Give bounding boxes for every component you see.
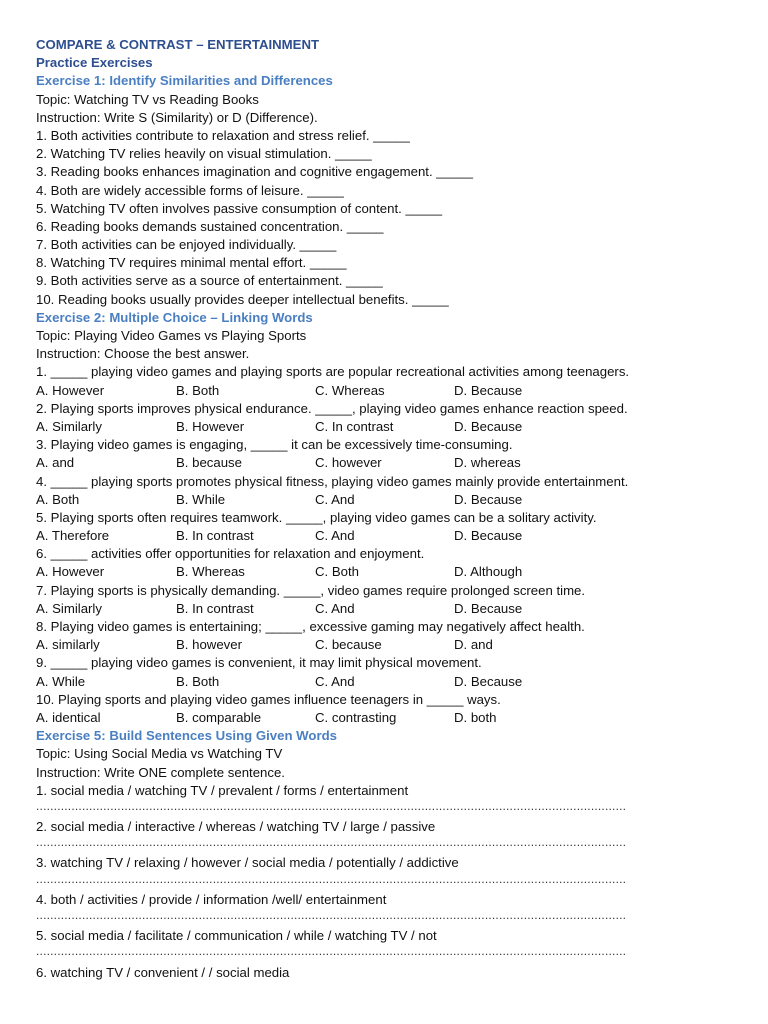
exercise-5-instruction: Instruction: Write ONE complete sentence.	[36, 764, 285, 780]
answer-options	[36, 454, 736, 472]
sentence-prompt: 4. both / activities / provide / information /well/ entertainment	[36, 891, 387, 907]
option-a: A. similarly	[36, 637, 100, 653]
option-b: B. In contrast	[176, 528, 254, 544]
sentence-prompt: 2. social media / interactive / whereas / watching TV / large / passive	[36, 819, 436, 835]
answer-line[interactable]: .......................................................................................................................................................................	[36, 872, 627, 886]
exercise-1-topic: Topic: Watching TV vs Reading Books	[36, 91, 259, 107]
question-text: 10. Playing sports and playing video games influence teenagers in _____ ways.	[36, 691, 501, 707]
option-c: C. And	[315, 528, 355, 544]
answer-options	[36, 600, 736, 618]
sentence-prompt: 5. social media / facilitate / communication / while / watching TV / not	[36, 928, 437, 944]
option-c: C. In contrast	[315, 418, 394, 434]
option-d: D. Because	[454, 491, 523, 507]
question-text: 5. Playing sports often requires teamwork. _____, playing video games can be a solitary activity.	[36, 509, 597, 525]
option-c: C. because	[315, 637, 382, 653]
question-text: 7. Playing sports is physically demanding. _____, video games require prolonged screen time.	[36, 582, 586, 598]
option-d: D. Although	[454, 564, 523, 580]
option-d: D. Because	[454, 528, 523, 544]
answer-options	[36, 563, 736, 581]
option-b: B. Both	[176, 382, 220, 398]
exercise-2-instruction: Instruction: Choose the best answer.	[36, 346, 250, 362]
option-a: A. However	[36, 564, 105, 580]
answer-options	[36, 382, 736, 400]
question-text: 4. _____ playing sports promotes physical fitness, playing video games mainly provide entertainment.	[36, 473, 629, 489]
exercise-1-item: 10. Reading books usually provides deeper intellectual benefits. _____	[36, 291, 449, 307]
option-d: D. both	[454, 709, 497, 725]
question-text: 8. Playing video games is entertaining; _____, excessive gaming may negatively affect health.	[36, 619, 585, 634]
option-b: B. In contrast	[176, 600, 254, 616]
option-b: B. While	[176, 491, 226, 507]
option-d: D. whereas	[454, 455, 521, 471]
answer-options	[36, 673, 736, 691]
exercise-1-item: 9. Both activities serve as a source of entertainment. _____	[36, 273, 383, 289]
worksheet-title: COMPARE & CONTRAST – ENTERTAINMENT	[36, 37, 320, 52]
answer-line[interactable]: .......................................................................................................................................................................	[36, 909, 627, 922]
option-b: B. comparable	[176, 709, 262, 725]
option-c: C. And	[315, 491, 355, 507]
sentence-prompt: 6. watching TV / convenient / / social media	[36, 964, 290, 980]
exercise-1-item: 4. Both are widely accessible forms of leisure. _____	[36, 182, 344, 198]
option-b: B. Both	[176, 673, 220, 689]
exercise-1-item: 8. Watching TV requires minimal mental effort. _____	[36, 255, 347, 271]
option-c: C. contrasting	[315, 709, 397, 725]
answer-line[interactable]: .......................................................................................................................................................................	[36, 836, 627, 850]
exercise-1-item: 5. Watching TV often involves passive consumption of content. _____	[36, 200, 443, 216]
exercise-1-item: 6. Reading books demands sustained concentration. _____	[36, 218, 384, 234]
answer-options	[36, 709, 736, 727]
option-b: B. Whereas	[176, 564, 245, 580]
answer-line[interactable]: .......................................................................................................................................................................	[36, 945, 627, 959]
worksheet-subtitle: Practice Exercises	[36, 55, 153, 71]
option-d: D. Because	[454, 382, 523, 398]
option-a: A. While	[36, 673, 86, 689]
worksheet-page	[36, 36, 736, 982]
exercise-5-topic: Topic: Using Social Media vs Watching TV	[36, 746, 283, 762]
option-c: C. Both	[315, 564, 359, 580]
option-d: D. Because	[454, 673, 523, 689]
option-c: C. however	[315, 455, 382, 471]
option-a: A. Similarly	[36, 600, 102, 616]
question-text: 1. _____ playing video games and playing sports are popular recreational activities among teenagers.	[36, 364, 630, 380]
option-d: D. Because	[454, 418, 523, 434]
answer-options	[36, 527, 736, 545]
answer-options	[36, 418, 736, 436]
sentence-prompt: 3. watching TV / relaxing / however / social media / potentially / addictive	[36, 855, 459, 871]
question-text: 3. Playing video games is engaging, _____ it can be excessively time-consuming.	[36, 437, 513, 453]
option-c: C. Whereas	[315, 382, 385, 398]
option-b: B. because	[176, 455, 242, 471]
answer-line[interactable]: .......................................................................................................................................................................	[36, 799, 627, 813]
option-b: B. however	[176, 637, 242, 653]
option-b: B. However	[176, 418, 245, 434]
option-c: C. And	[315, 673, 355, 689]
exercise-1-item: 1. Both activities contribute to relaxation and stress relief. _____	[36, 127, 410, 143]
answer-options	[36, 491, 736, 509]
question-text: 6. _____ activities offer opportunities for relaxation and enjoyment.	[36, 546, 425, 562]
exercise-5-heading: Exercise 5: Build Sentences Using Given Words	[36, 728, 337, 744]
option-a: A. identical	[36, 709, 101, 725]
option-a: A. Therefore	[36, 528, 110, 544]
exercise-1-item: 7. Both activities can be enjoyed individually. _____	[36, 237, 337, 253]
question-text: 2. Playing sports improves physical endurance. _____, playing video games enhance reaction speed.	[36, 400, 628, 416]
exercise-1-item: 2. Watching TV relies heavily on visual stimulation. _____	[36, 146, 372, 162]
exercise-2-heading: Exercise 2: Multiple Choice – Linking Words	[36, 309, 313, 325]
option-a: A. Both	[36, 491, 80, 507]
option-c: C. And	[315, 600, 355, 616]
exercise-1-instruction: Instruction: Write S (Similarity) or D (Difference).	[36, 109, 318, 125]
option-d: D. Because	[454, 600, 523, 616]
option-a: A. However	[36, 382, 105, 398]
option-a: A. and	[36, 455, 75, 471]
exercise-2-topic: Topic: Playing Video Games vs Playing Sports	[36, 328, 307, 343]
option-d: D. and	[454, 637, 493, 653]
exercise-1-item: 3. Reading books enhances imagination and cognitive engagement. _____	[36, 164, 473, 180]
question-text: 9. _____ playing video games is convenient, it may limit physical movement.	[36, 655, 482, 671]
sentence-prompt: 1. social media / watching TV / prevalent / forms / entertainment	[36, 782, 409, 798]
option-a: A. Similarly	[36, 418, 102, 434]
exercise-1-heading: Exercise 1: Identify Similarities and Differences	[36, 73, 333, 89]
answer-options	[36, 636, 736, 654]
